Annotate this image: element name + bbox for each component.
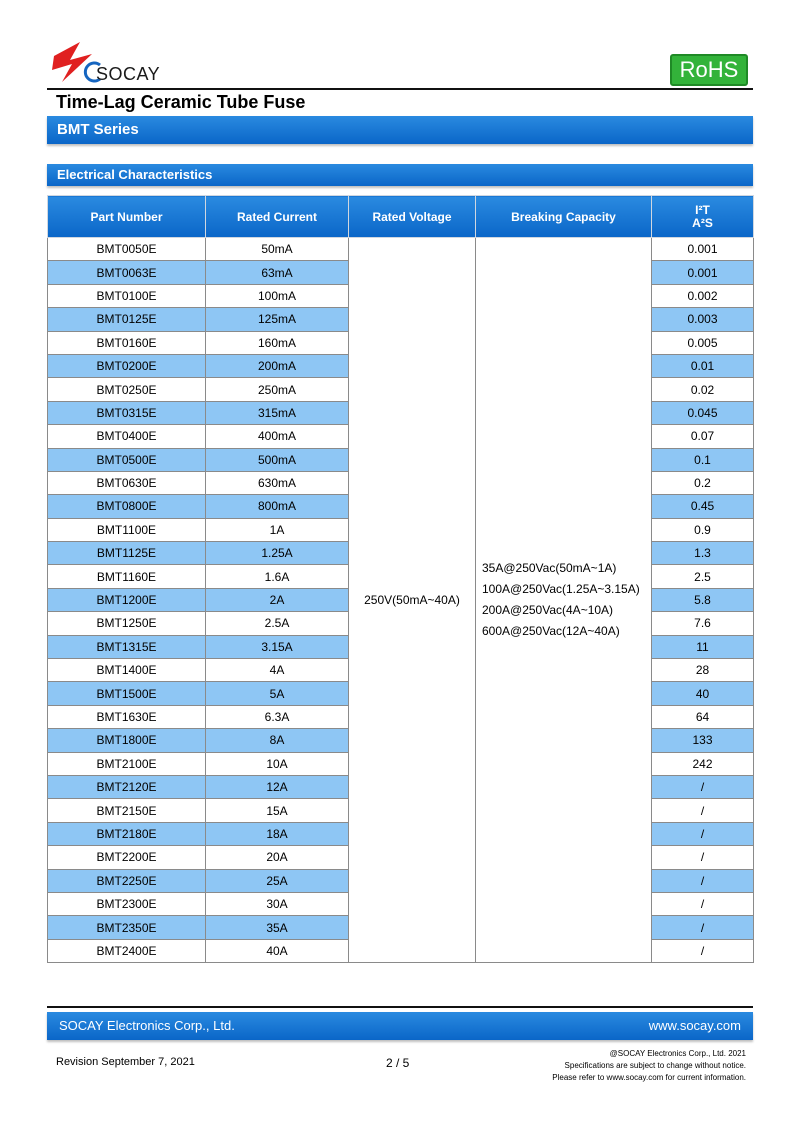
cell-rated-current: 12A	[206, 775, 349, 798]
cell-i2t: 0.005	[652, 331, 754, 354]
cell-i2t: 0.07	[652, 425, 754, 448]
legal-notice	[552, 1048, 746, 1084]
cell-i2t: 242	[652, 752, 754, 775]
cell-rated-current: 1A	[206, 518, 349, 541]
breaking-capacity-line: 35A@250Vac(50mA~1A)	[482, 561, 617, 576]
cell-i2t: 7.6	[652, 612, 754, 635]
cell-part-number: BMT2250E	[48, 869, 206, 892]
cell-part-number: BMT1100E	[48, 518, 206, 541]
cell-i2t: 0.01	[652, 354, 754, 377]
cell-rated-current: 63mA	[206, 261, 349, 284]
cell-rated-current: 50mA	[206, 238, 349, 261]
breaking-capacity-line: 200A@250Vac(4A~10A)	[482, 603, 614, 618]
cell-rated-current: 25A	[206, 869, 349, 892]
cell-i2t: 64	[652, 705, 754, 728]
cell-i2t: 0.001	[652, 261, 754, 284]
cell-rated-current: 30A	[206, 892, 349, 915]
cell-i2t: /	[652, 822, 754, 845]
legal-line-1: @SOCAY Electronics Corp., Ltd. 2021	[609, 1049, 746, 1058]
cell-part-number: BMT2150E	[48, 799, 206, 822]
cell-rated-current: 35A	[206, 916, 349, 939]
cell-part-number: BMT0500E	[48, 448, 206, 471]
cell-part-number: BMT1160E	[48, 565, 206, 588]
cell-rated-current: 500mA	[206, 448, 349, 471]
header-rated-voltage: Rated Voltage	[349, 196, 476, 238]
cell-part-number: BMT1630E	[48, 705, 206, 728]
cell-part-number: BMT2200E	[48, 846, 206, 869]
cell-i2t: 0.02	[652, 378, 754, 401]
cell-i2t: 133	[652, 729, 754, 752]
cell-part-number: BMT1500E	[48, 682, 206, 705]
cell-part-number: BMT1400E	[48, 659, 206, 682]
footer-banner	[47, 1012, 753, 1040]
header-rule	[47, 88, 753, 90]
cell-i2t: 0.2	[652, 471, 754, 494]
cell-i2t: /	[652, 846, 754, 869]
cell-part-number: BMT1315E	[48, 635, 206, 658]
rohs-badge: RoHS	[670, 54, 748, 86]
cell-part-number: BMT2180E	[48, 822, 206, 845]
cell-rated-current: 40A	[206, 939, 349, 962]
cell-rated-current: 2.5A	[206, 612, 349, 635]
page-number: 2 / 5	[386, 1056, 410, 1070]
cell-rated-current: 100mA	[206, 284, 349, 307]
cell-rated-current: 4A	[206, 659, 349, 682]
cell-part-number: BMT2100E	[48, 752, 206, 775]
cell-part-number: BMT2120E	[48, 775, 206, 798]
cell-part-number: BMT1125E	[48, 542, 206, 565]
footer-rule	[47, 1006, 753, 1008]
cell-i2t: 0.045	[652, 401, 754, 424]
cell-part-number: BMT0160E	[48, 331, 206, 354]
cell-rated-current: 20A	[206, 846, 349, 869]
cell-rated-voltage: 250V(50mA~40A)	[349, 238, 476, 963]
cell-i2t: 5.8	[652, 588, 754, 611]
header-breaking-capacity: Breaking Capacity	[476, 196, 652, 238]
page-title: Time-Lag Ceramic Tube Fuse	[56, 92, 306, 112]
cell-i2t: 0.45	[652, 495, 754, 518]
cell-rated-current: 315mA	[206, 401, 349, 424]
header-i2t-line1: I²T	[695, 202, 710, 217]
cell-part-number: BMT1250E	[48, 612, 206, 635]
cell-rated-current: 125mA	[206, 308, 349, 331]
cell-part-number: BMT2350E	[48, 916, 206, 939]
cell-i2t: /	[652, 799, 754, 822]
cell-part-number: BMT1200E	[48, 588, 206, 611]
cell-part-number: BMT2400E	[48, 939, 206, 962]
header-i2t	[652, 196, 754, 238]
table-body	[48, 238, 754, 963]
cell-rated-current: 160mA	[206, 331, 349, 354]
series-banner: BMT Series	[47, 116, 753, 144]
cell-rated-current: 15A	[206, 799, 349, 822]
cell-i2t: 0.003	[652, 308, 754, 331]
table-row	[48, 238, 754, 261]
cell-rated-current: 10A	[206, 752, 349, 775]
cell-rated-current: 630mA	[206, 471, 349, 494]
cell-part-number: BMT0100E	[48, 284, 206, 307]
header-i2t-line2: A²S	[692, 215, 713, 230]
cell-i2t: 28	[652, 659, 754, 682]
header-rated-current: Rated Current	[206, 196, 349, 238]
breaking-capacity-line: 600A@250Vac(12A~40A)	[482, 624, 620, 639]
cell-i2t: 40	[652, 682, 754, 705]
cell-i2t: /	[652, 939, 754, 962]
header-part-number: Part Number	[48, 196, 206, 238]
cell-part-number: BMT0250E	[48, 378, 206, 401]
cell-part-number: BMT0630E	[48, 471, 206, 494]
cell-i2t: 0.9	[652, 518, 754, 541]
cell-part-number: BMT0050E	[48, 238, 206, 261]
cell-rated-current: 800mA	[206, 495, 349, 518]
cell-rated-current: 6.3A	[206, 705, 349, 728]
cell-part-number: BMT0063E	[48, 261, 206, 284]
cell-i2t: /	[652, 916, 754, 939]
legal-line-2: Specifications are subject to change without notice.	[564, 1061, 746, 1070]
cell-breaking-capacity	[476, 238, 652, 963]
cell-i2t: /	[652, 869, 754, 892]
cell-i2t: 11	[652, 635, 754, 658]
cell-rated-current: 200mA	[206, 354, 349, 377]
revision-date: Revision September 7, 2021	[56, 1056, 195, 1068]
cell-part-number: BMT0400E	[48, 425, 206, 448]
cell-rated-current: 400mA	[206, 425, 349, 448]
footer-website[interactable]: www.socay.com	[648, 1018, 741, 1033]
cell-i2t: 0.002	[652, 284, 754, 307]
cell-i2t: /	[652, 775, 754, 798]
cell-i2t: /	[652, 892, 754, 915]
breaking-capacity-line: 100A@250Vac(1.25A~3.15A)	[482, 582, 640, 597]
cell-rated-current: 8A	[206, 729, 349, 752]
cell-part-number: BMT0315E	[48, 401, 206, 424]
legal-line-3: Please refer to www.socay.com for current information.	[552, 1073, 746, 1082]
electrical-characteristics-table	[47, 195, 754, 963]
cell-rated-current: 18A	[206, 822, 349, 845]
cell-i2t: 0.1	[652, 448, 754, 471]
cell-rated-current: 1.25A	[206, 542, 349, 565]
cell-i2t: 1.3	[652, 542, 754, 565]
cell-rated-current: 5A	[206, 682, 349, 705]
cell-i2t: 2.5	[652, 565, 754, 588]
cell-rated-current: 250mA	[206, 378, 349, 401]
table-header-row	[48, 196, 754, 238]
footer-company: SOCAY Electronics Corp., Ltd.	[59, 1018, 235, 1033]
cell-rated-current: 1.6A	[206, 565, 349, 588]
cell-rated-current: 3.15A	[206, 635, 349, 658]
cell-part-number: BMT0800E	[48, 495, 206, 518]
cell-part-number: BMT0125E	[48, 308, 206, 331]
cell-part-number: BMT0200E	[48, 354, 206, 377]
cell-part-number: BMT1800E	[48, 729, 206, 752]
brand-name: SOCAY	[96, 64, 161, 84]
section-banner: Electrical Characteristics	[47, 164, 753, 186]
cell-rated-current: 2A	[206, 588, 349, 611]
cell-part-number: BMT2300E	[48, 892, 206, 915]
cell-i2t: 0.001	[652, 238, 754, 261]
